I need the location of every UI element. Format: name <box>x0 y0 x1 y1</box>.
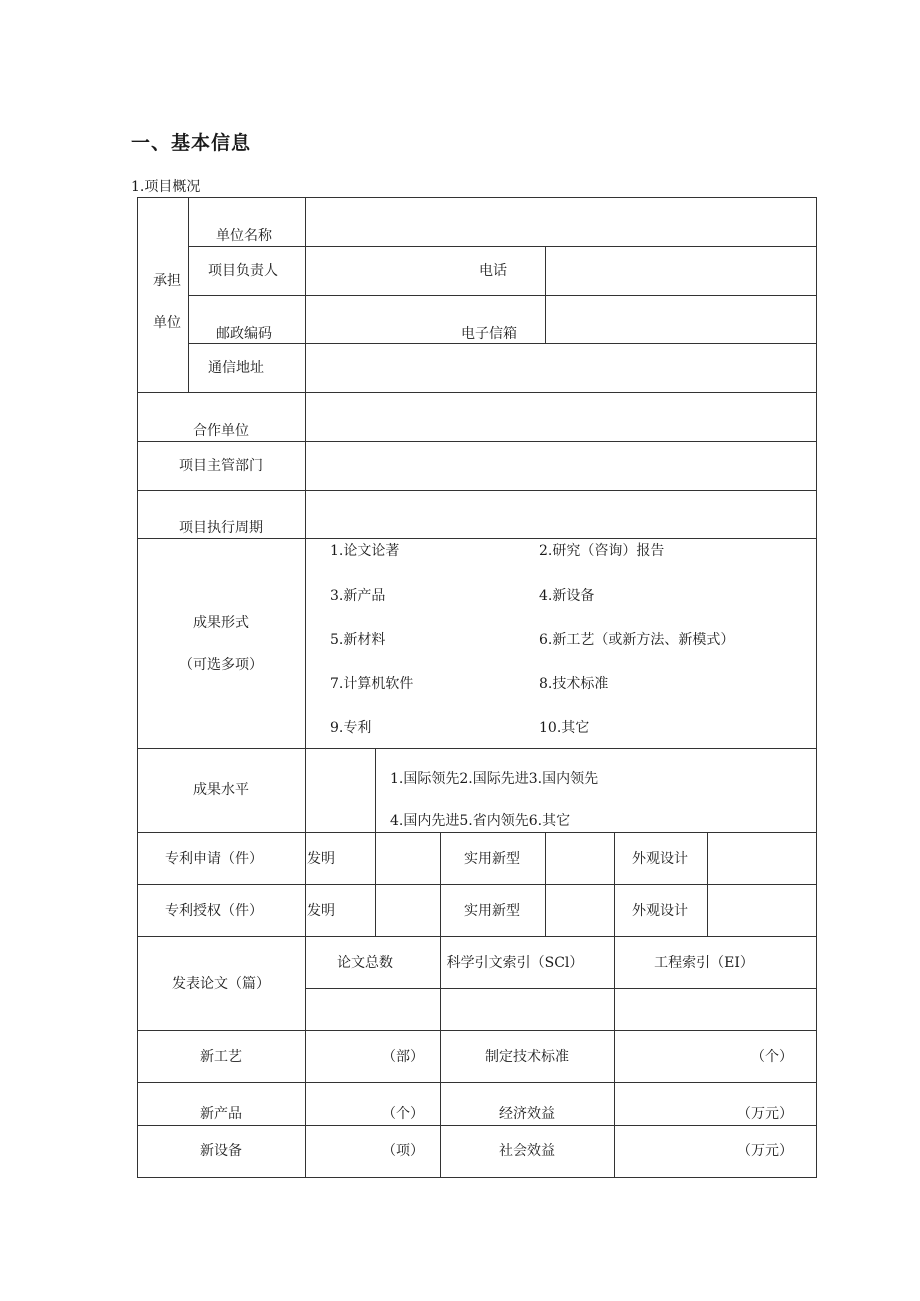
patent-grant-label: 专利授权（件） <box>165 903 263 919</box>
patent-apply-design-label: 外观设计 <box>632 851 688 867</box>
patent-grant-design-label: 外观设计 <box>632 903 688 919</box>
papers-sci-label: 科学引文索引（SCl） <box>446 955 584 971</box>
papers-total-input[interactable] <box>306 989 440 1030</box>
outcome-option[interactable]: 10.其它 <box>539 720 590 736</box>
project-leader-input[interactable] <box>306 247 545 295</box>
outcome-option[interactable]: 7.计算机软件 <box>330 676 414 692</box>
economic-benefit-label: 经济效益 <box>499 1106 555 1122</box>
period-label: 项目执行周期 <box>179 520 263 536</box>
outcome-level-options-line1: 1.国际领先2.国际先进3.国内领先 <box>390 771 599 787</box>
new-product-unit: （个） <box>382 1106 424 1122</box>
patent-grant-utility-input[interactable] <box>546 885 614 936</box>
tech-standard-unit: （个） <box>751 1049 793 1065</box>
address-label: 通信地址 <box>208 360 264 376</box>
outcome-level-label: 成果水平 <box>193 782 249 798</box>
outcome-level-input[interactable] <box>306 749 375 832</box>
patent-grant-design-input[interactable] <box>708 885 816 936</box>
unit-name-label: 单位名称 <box>216 228 272 244</box>
patent-apply-utility-input[interactable] <box>546 833 614 884</box>
patent-apply-label: 专利申请（件） <box>165 851 263 867</box>
email-label: 电子信箱 <box>461 326 517 342</box>
social-benefit-unit: （万元） <box>737 1143 793 1159</box>
economic-benefit-unit: （万元） <box>737 1106 793 1122</box>
outcome-option[interactable]: 8.技术标准 <box>539 676 609 692</box>
postcode-label: 邮政编码 <box>216 326 272 342</box>
papers-ei-label: 工程索引（EI） <box>654 955 754 971</box>
postcode-input[interactable] <box>306 296 545 343</box>
new-process-label: 新工艺 <box>200 1049 242 1065</box>
new-product-label: 新产品 <box>200 1106 242 1122</box>
papers-ei-input[interactable] <box>615 989 816 1030</box>
patent-grant-utility-label: 实用新型 <box>464 903 520 919</box>
patent-grant-invention-label: 发明 <box>307 903 335 919</box>
subsection-heading: 1.项目概况 <box>131 179 201 195</box>
outcome-option[interactable]: 5.新材料 <box>330 632 386 648</box>
period-input[interactable] <box>306 491 816 538</box>
patent-apply-invention-label: 发明 <box>307 851 335 867</box>
outcome-option[interactable]: 3.新产品 <box>330 588 386 604</box>
papers-label: 发表论文（篇） <box>172 976 270 992</box>
unit-name-input[interactable] <box>306 198 816 246</box>
outcome-option[interactable]: 9.专利 <box>330 720 372 736</box>
email-input[interactable] <box>546 296 816 343</box>
outcome-option[interactable]: 1.论文论著 <box>330 543 400 559</box>
department-label: 项目主管部门 <box>179 458 263 474</box>
outcome-option[interactable]: 4.新设备 <box>539 588 595 604</box>
outcome-option[interactable]: 6.新工艺（或新方法、新模式） <box>539 632 735 648</box>
phone-label: 电话 <box>479 263 507 279</box>
patent-apply-invention-input[interactable] <box>376 833 440 884</box>
papers-total-label: 论文总数 <box>337 955 393 971</box>
outcome-form-label-line1: 成果形式 <box>193 615 249 631</box>
section-heading: 一、基本信息 <box>131 132 252 154</box>
outcome-form-label-line2: （可选多项） <box>179 657 263 673</box>
patent-apply-utility-label: 实用新型 <box>464 851 520 867</box>
undertaking-label-line2: 单位 <box>153 315 181 331</box>
patent-grant-invention-input[interactable] <box>376 885 440 936</box>
phone-input[interactable] <box>546 247 816 295</box>
outcome-level-options-line2: 4.国内先进5.省内领先6.其它 <box>390 813 571 829</box>
outcome-option[interactable]: 2.研究（咨询）报告 <box>539 543 665 559</box>
papers-sci-input[interactable] <box>441 989 614 1030</box>
new-process-unit: （部） <box>382 1049 424 1065</box>
tech-standard-label: 制定技术标准 <box>485 1049 569 1065</box>
undertaking-label-line1: 承担 <box>153 273 181 289</box>
partner-input[interactable] <box>306 393 816 441</box>
social-benefit-label: 社会效益 <box>499 1143 555 1159</box>
new-device-unit: （项） <box>382 1143 424 1159</box>
project-leader-label: 项目负责人 <box>208 263 278 279</box>
address-input[interactable] <box>306 344 816 392</box>
department-input[interactable] <box>306 442 816 490</box>
new-device-label: 新设备 <box>200 1143 242 1159</box>
patent-apply-design-input[interactable] <box>708 833 816 884</box>
partner-label: 合作单位 <box>193 423 249 439</box>
